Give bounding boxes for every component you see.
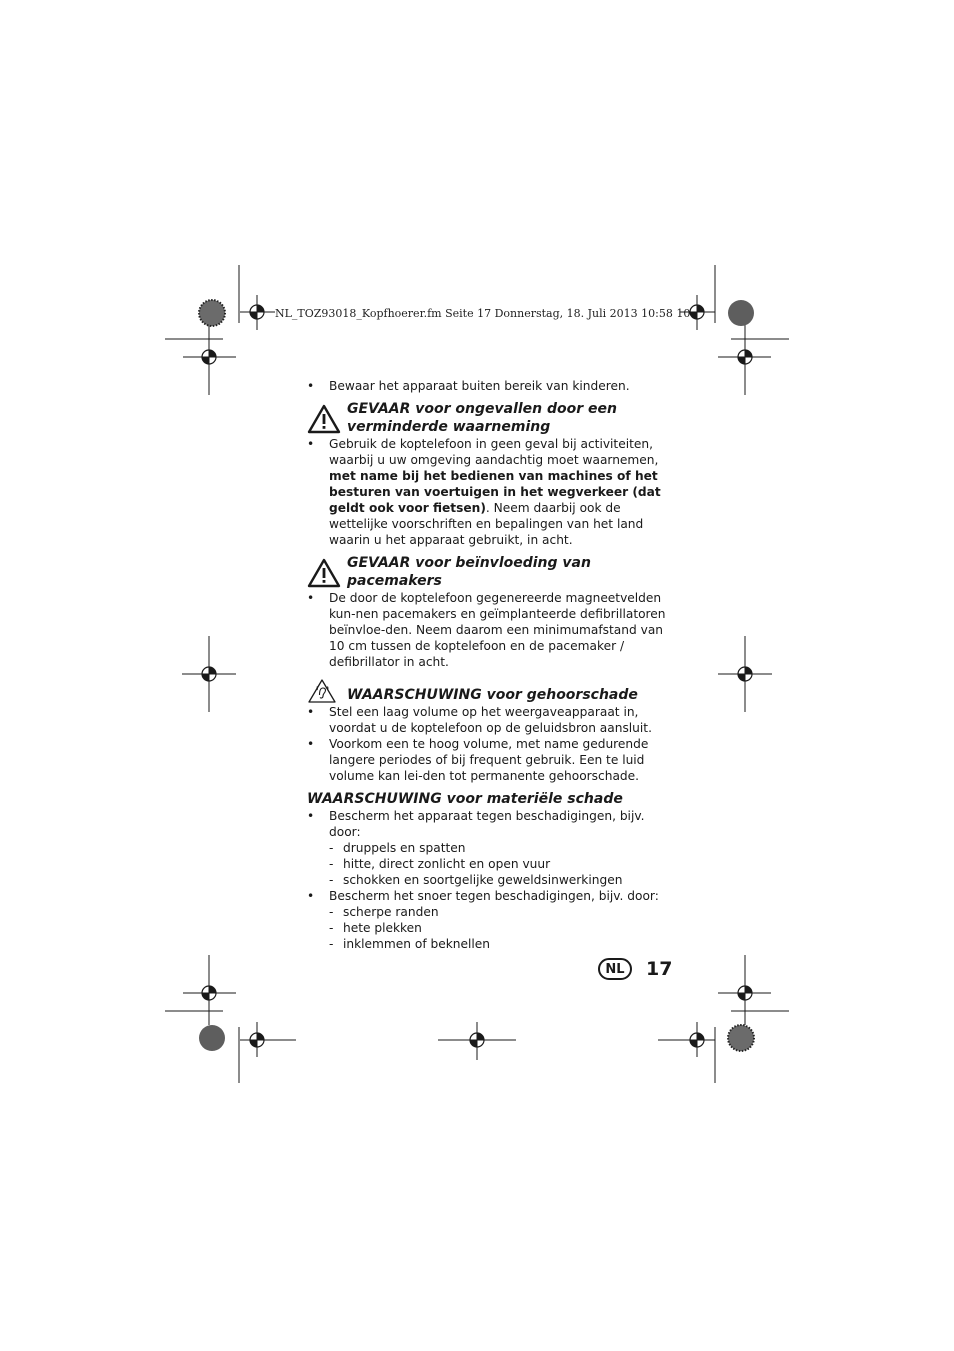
- sub-list-item: - hete plekken: [329, 921, 422, 935]
- section-heading-hearing: WAARSCHUWING voor gehoorschade: [307, 686, 677, 704]
- sub-list-item: - druppels en spatten: [329, 841, 466, 855]
- page-number: 17: [646, 958, 673, 980]
- list-item: • Bescherm het apparaat tegen beschadigingen, bijv. door:: [307, 809, 645, 839]
- list-item: • Bescherm het snoer tegen beschadigingen, bijv. door:: [307, 889, 659, 903]
- section-heading-accidents: GEVAAR voor ongevallen door een verminderde waarneming: [307, 400, 677, 436]
- list-item: • Bewaar het apparaat buiten bereik van kinderen.: [307, 379, 630, 393]
- file-header-line: NL_TOZ93018_Kopfhoerer.fm Seite 17 Donnerstag, 18. Juli 2013 10:58 10: [275, 307, 691, 320]
- hearing-warning-icon: [307, 678, 337, 704]
- list-item: • Gebruik de koptelefoon in geen geval bij activiteiten, waarbij u uw omgeving aandachtig moet waarnemen, met name bij het bedienen van machines of het besturen van voertuigen in het wegverkeer (dat geldt ook voor fietsen). Neem daarbij ook de wettelijke voorschriften en bepalingen van het land waarin u het apparaat gebruikt, in acht.: [307, 437, 661, 547]
- sub-list-item: - scherpe randen: [329, 905, 439, 919]
- section-heading-pacemakers: GEVAAR voor beïnvloeding van pacemakers: [307, 554, 677, 590]
- sub-list-item: - schokken en soortgelijke geweldsinwerkingen: [329, 873, 623, 887]
- section-heading-material-damage: WAARSCHUWING voor materiële schade: [307, 791, 623, 807]
- page-footer: [598, 956, 672, 982]
- document-body: [307, 378, 677, 952]
- sub-list-item: - hitte, direct zonlicht en open vuur: [329, 857, 551, 871]
- list-item: • De door de koptelefoon gegenereerde magneetvelden kun-nen pacemakers en geïmplanteerde defibrillatoren beïnvloe-den. Neem daarom een minimumafstand van 10 cm tussen de koptelefoon en de pacemaker / defibrillator in acht.: [307, 591, 666, 669]
- list-item: • Stel een laag volume op het weergaveapparaat in, voordat u de koptelefoon op de geluidsbron aansluit.: [307, 705, 652, 735]
- list-item: • Voorkom een te hoog volume, met name gedurende langere periodes of bij frequent gebruik. Een te luid volume kan lei-den tot permanente gehoorschade.: [307, 737, 649, 783]
- warning-triangle-icon: [307, 558, 341, 588]
- language-badge: NL: [598, 958, 632, 980]
- sub-list-item: - inklemmen of beknellen: [329, 937, 491, 951]
- warning-triangle-icon: [307, 404, 341, 434]
